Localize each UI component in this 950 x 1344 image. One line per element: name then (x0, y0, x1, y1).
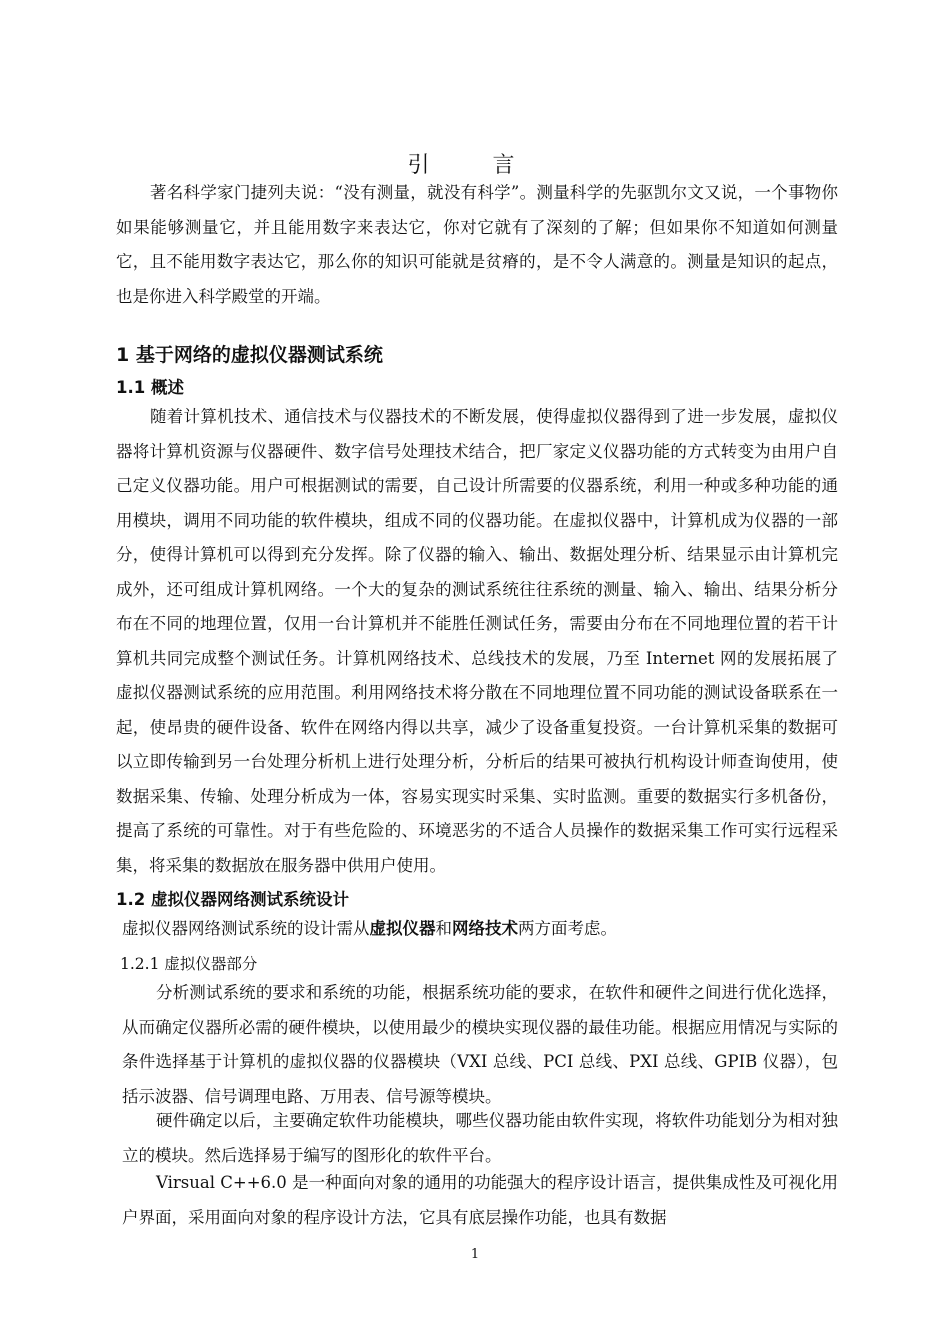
emphasis-virtual-instrument: 虚拟仪器 (369, 919, 436, 938)
paragraph-1-2-mid: 和 (435, 919, 452, 938)
paragraph-1-2-pre: 虚拟仪器网络测试系统的设计需从 (122, 919, 370, 938)
section-heading-1: 1 基于网络的虚拟仪器测试系统 (116, 344, 383, 366)
intro-paragraph: 著名科学家门捷列夫说：“没有测量，就没有科学”。测量科学的先驱凯尔文又说，一个事物你如果能够测量它，并且能用数字来表达它，你对它就有了深刻的了解；但如果你不知道如何测量它，且不能用数字表达它，那么你的知识可能就是贫瘠的，是不令人满意的。测量是知识的起点，也是你进入科学殿堂的开端。 (116, 183, 838, 306)
section-heading-1-2-1: 1.2.1 虚拟仪器部分 (120, 955, 258, 973)
page-number: 1 (470, 1247, 480, 1262)
paragraph-1-2 (122, 912, 844, 947)
paragraph-a: 分析测试系统的要求和系统的功能，根据系统功能的要求，在软件和硬件之间进行优化选择，从而确定仪器所必需的硬件模块，以使用最少的模块实现仪器的最佳功能。根据应用情况与实际的条件选择基于计算机的虚拟仪器的仪器模块（VXI 总线、PCI 总线、PXI 总线、GPIB 仪器），包括示波器、信号调理电路、万用表、信号源等模块。 (122, 983, 838, 1106)
paragraph-1-2-post: 两方面考虑。 (518, 919, 617, 938)
section-heading-1-2: 1.2 虚拟仪器网络测试系统设计 (116, 890, 349, 909)
page-title: 引 言 (407, 153, 543, 178)
paragraph-c: Virsual C++6.0 是一种面向对象的通用的功能强大的程序设计语言，提供集成性及可视化用户界面，采用面向对象的程序设计方法，它具有底层操作功能，也具有数据 (122, 1173, 838, 1227)
paragraph-b: 硬件确定以后，主要确定软件功能模块，哪些仪器功能由软件实现，将软件功能划分为相对独立的模块。然后选择易于编写的图形化的软件平台。 (122, 1111, 838, 1165)
section-heading-1-1: 1.1 概述 (116, 378, 184, 397)
paragraph-1-1: 随着计算机技术、通信技术与仪器技术的不断发展，使得虚拟仪器得到了进一步发展，虚拟仪器将计算机资源与仪器硬件、数字信号处理技术结合，把厂家定义仪器功能的方式转变为由用户自己定义仪器功能。用户可根据测试的需要，自己设计所需要的仪器系统，利用一种或多种功能的通用模块，调用不同功能的软件模块，组成不同的仪器功能。在虚拟仪器中，计算机成为仪器的一部分，使得计算机可以得到充分发挥。除了仪器的输入、输出、数据处理分析、结果显示由计算机完成外，还可组成计算机网络。一个大的复杂的测试系统往往系统的测量、输入、输出、结果分析分布在不同的地理位置，仅用一台计算机并不能胜任测试任务，需要由分布在不同地理位置的若干计算机共同完成整个测试任务。计算机网络技术、总线技术的发展，乃至 Internet 网的发展拓展了虚拟仪器测试系统的应用范围。利用网络技术将分散在不同地理位置不同功能的测试设备联系在一起，使昂贵的硬件设备、软件在网络内得以共享，减少了设备重复投资。一台计算机采集的数据可以立即传输到另一台处理分析机上进行处理分析，分析后的结果可被执行机构设计师查询使用，使数据采集、传输、处理分析成为一体，容易实现实时采集、实时监测。重要的数据实行多机备份，提高了系统的可靠性。对于有些危险的、环境恶劣的不适合人员操作的数据采集工作可实行远程采集，将采集的数据放在服务器中供用户使用。 (116, 407, 838, 875)
emphasis-network-technology: 网络技术 (452, 919, 518, 938)
